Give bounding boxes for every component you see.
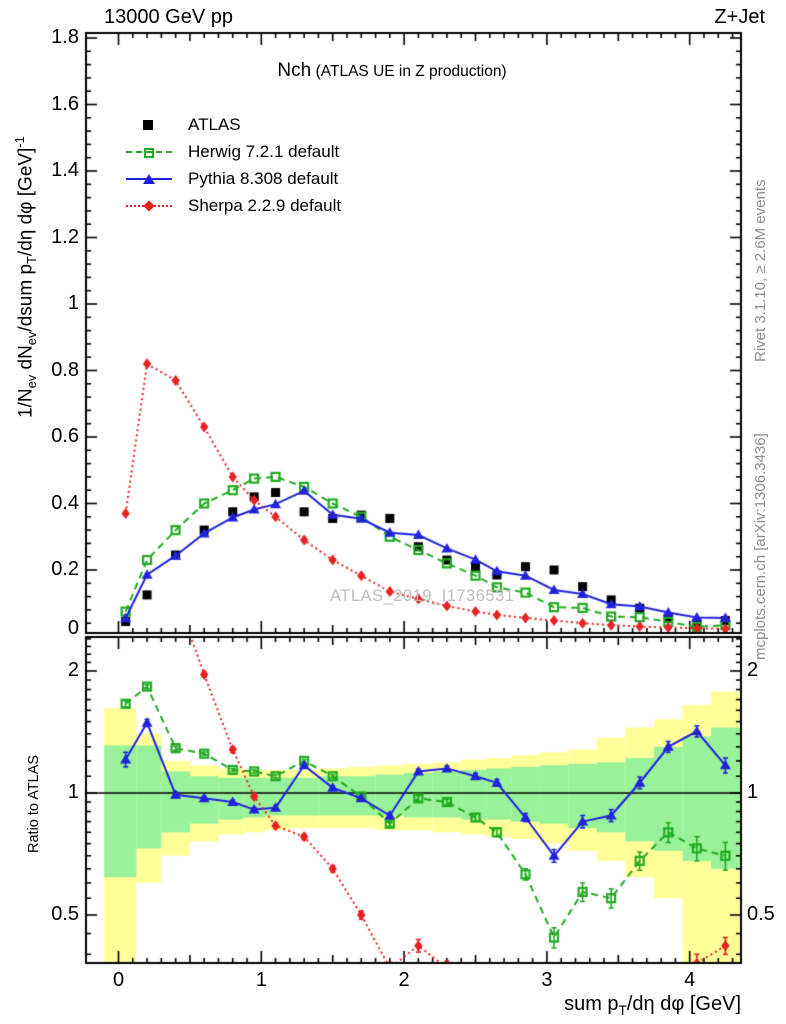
legend-label-atlas: ATLAS: [188, 114, 241, 134]
x-tick-label: 2: [398, 969, 410, 991]
y-main-tick-label: 1.8: [51, 26, 79, 48]
y-main-tick-label: 1.6: [51, 92, 79, 115]
y-main-tick-label: 0.4: [51, 491, 79, 514]
legend: [126, 111, 341, 219]
y-main-tick-label: 0.8: [51, 358, 79, 381]
header-process: Z+Jet: [714, 6, 765, 28]
y-main-tick-label: 1.4: [51, 159, 79, 181]
y-main-tick-label: 0.6: [51, 425, 79, 447]
sherpa-marker-icon: [126, 198, 172, 214]
y-ratio-tick-label-right: 0.5: [747, 903, 775, 925]
y-ratio-tick-label-left: 2: [67, 658, 79, 681]
plot-title-analysis: (ATLAS UE in Z production): [315, 63, 507, 80]
y-axis-title-ratio: Ratio to ATLAS: [26, 754, 42, 853]
y-main-tick-label: 1.2: [51, 225, 79, 248]
legend-item-herwig: [126, 138, 341, 165]
x-tick-label: 4: [684, 969, 696, 991]
x-tick-label: 0: [112, 969, 125, 991]
legend-label-pythia: Pythia 8.308 default: [188, 168, 339, 188]
y-main-tick-label: 1: [67, 292, 79, 314]
x-tick-label: 1: [255, 969, 267, 991]
atlas-marker-icon: [126, 117, 172, 133]
y-ratio-tick-label-right: 1: [747, 781, 759, 803]
legend-item-pythia: [126, 165, 341, 192]
legend-label-herwig: Herwig 7.2.1 default: [188, 141, 340, 161]
herwig-marker-icon: [126, 144, 172, 160]
y-main-tick-label: 0.2: [51, 558, 79, 580]
y-main-tick-label: 0: [67, 617, 79, 639]
x-tick-label: 3: [541, 969, 553, 991]
caption-mcplots: mcplots.cern.ch [arXiv:1306.3436]: [752, 433, 769, 660]
y-ratio-tick-label-left: 1: [67, 781, 79, 803]
legend-item-atlas: [126, 111, 341, 138]
y-ratio-tick-label-right: 2: [747, 658, 759, 681]
caption-rivet-version: Rivet 3.1.10, ≥ 2.6M events: [752, 179, 769, 362]
x-axis-title: sum $p_T/d\eta$ dφ [GeV]: [564, 993, 741, 1018]
header-beam-energy: 13000 GeV pp: [104, 6, 233, 28]
plot-title-observable: Nch: [277, 60, 312, 81]
y-ratio-tick-label-left: 0.5: [51, 903, 79, 925]
plot-title: [277, 60, 506, 82]
legend-item-sherpa: [126, 192, 341, 219]
y-axis-title-main: $1/N_{ev}$ $dN_{ev}$/dsum $p_T/d\eta$ dφ [GeV]$^{-1}$: [12, 136, 40, 418]
analysis-watermark: ATLAS_2019_I1736531: [330, 587, 515, 605]
legend-label-sherpa: Sherpa 2.2.9 default: [188, 195, 342, 215]
pythia-marker-icon: [126, 171, 172, 187]
